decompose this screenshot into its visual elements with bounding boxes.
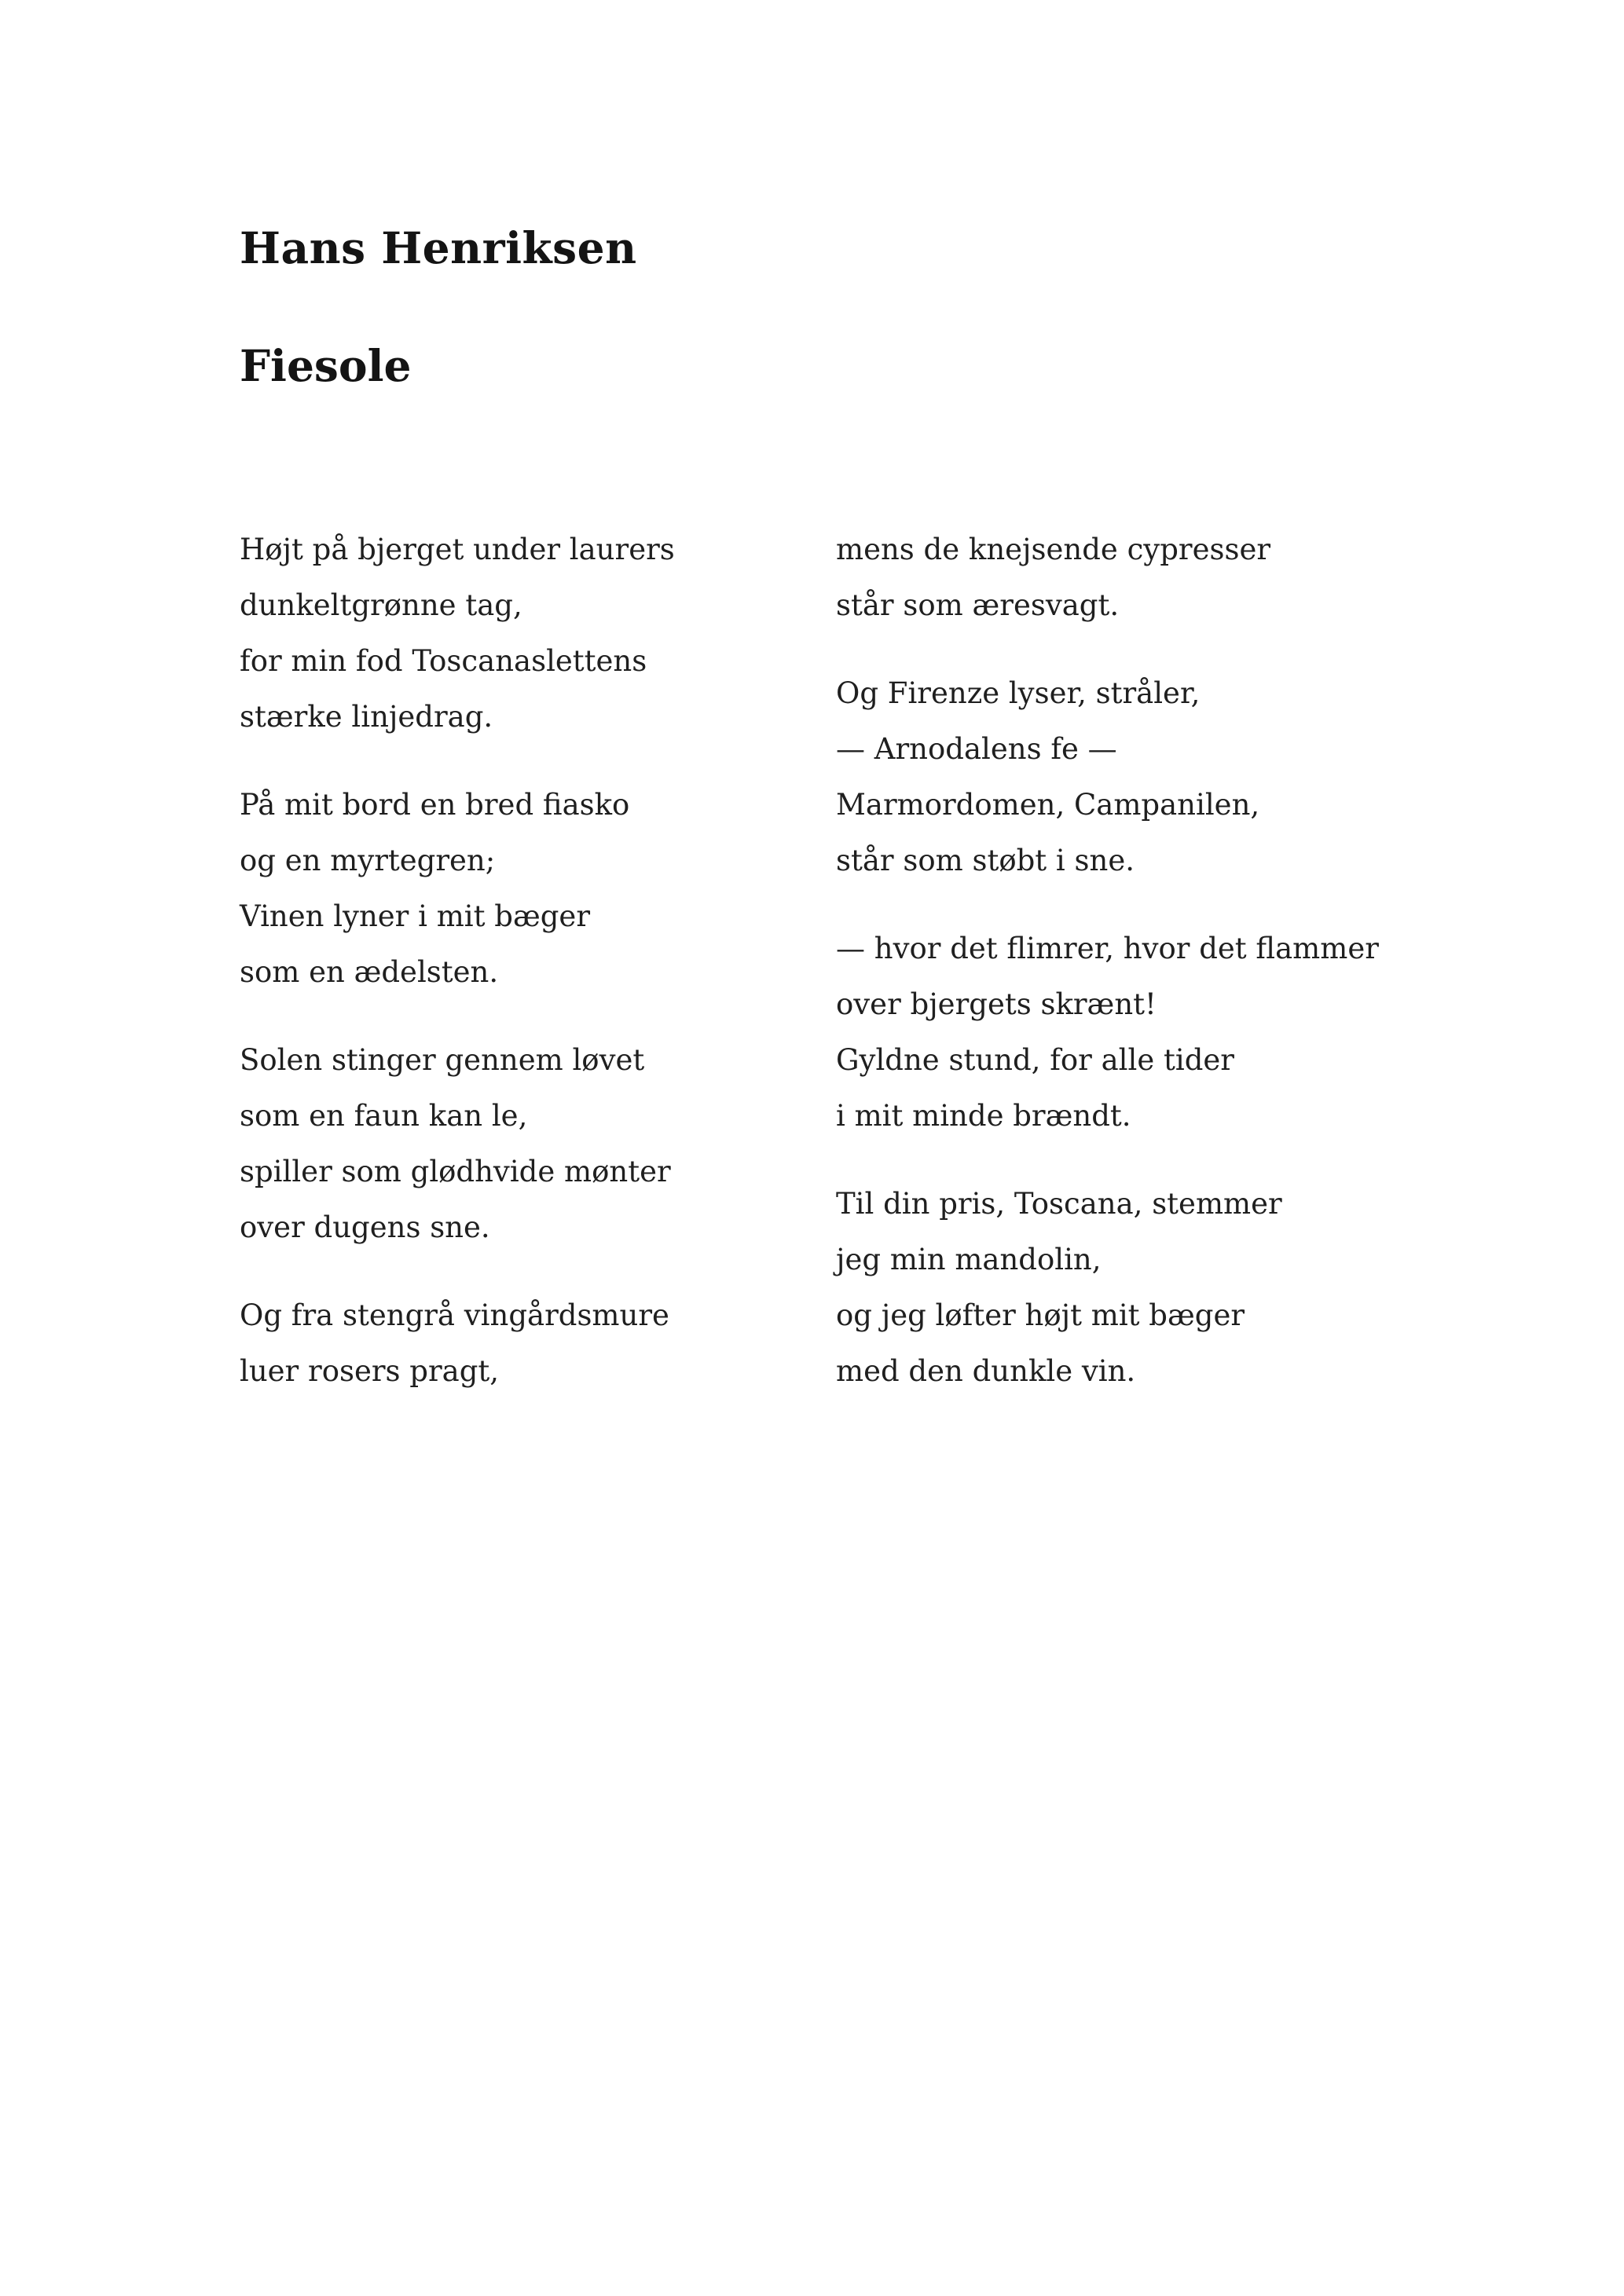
poem-column-right bbox=[836, 522, 1433, 1431]
verse-line: Marmordomen, Campanilen, bbox=[836, 788, 1260, 822]
verse-line: jeg min mandolin, bbox=[836, 1243, 1102, 1276]
verse-line: luer rosers pragt, bbox=[240, 1354, 500, 1388]
stanza bbox=[836, 921, 1433, 1144]
verse-line: Højt på bjerget under laurers bbox=[240, 533, 675, 566]
stanza bbox=[240, 1287, 805, 1399]
verse-line: over dugens sne. bbox=[240, 1210, 490, 1244]
stanza bbox=[240, 1032, 805, 1255]
verse-line: med den dunkle vin. bbox=[836, 1354, 1136, 1388]
verse-line: som en ædelsten. bbox=[240, 955, 499, 989]
poem-column-left bbox=[240, 522, 805, 1431]
stanza bbox=[836, 1176, 1433, 1399]
stanza bbox=[240, 522, 805, 745]
verse-line: for min fod Toscanaslettens bbox=[240, 644, 647, 678]
verse-line: Solen stinger gennem løvet bbox=[240, 1043, 645, 1077]
author-heading: Hans Henriksen bbox=[240, 222, 637, 273]
verse-line: og jeg løfter højt mit bæger bbox=[836, 1298, 1245, 1332]
verse-line: dunkeltgrønne tag, bbox=[240, 588, 522, 622]
poem-title: Fiesole bbox=[240, 340, 412, 391]
stanza bbox=[836, 665, 1433, 888]
verse-line: På mit bord en bred fiasko bbox=[240, 788, 630, 822]
verse-line: stærke linjedrag. bbox=[240, 700, 493, 734]
verse-line: spiller som glødhvide mønter bbox=[240, 1155, 671, 1188]
verse-line: Og fra stengrå vingårdsmure bbox=[240, 1298, 669, 1332]
verse-line: over bjergets skrænt! bbox=[836, 987, 1157, 1021]
verse-line: som en faun kan le, bbox=[240, 1099, 528, 1133]
verse-line: står som æresvagt. bbox=[836, 588, 1120, 622]
verse-line: mens de knejsende cypresser bbox=[836, 533, 1271, 566]
verse-line: Vinen lyner i mit bæger bbox=[240, 899, 591, 933]
verse-line: Til din pris, Toscana, stemmer bbox=[836, 1187, 1282, 1221]
verse-line: står som støbt i sne. bbox=[836, 844, 1135, 877]
verse-line: — Arnodalens fe — bbox=[836, 732, 1117, 766]
verse-line: i mit minde brændt. bbox=[836, 1099, 1131, 1133]
verse-line: Og Firenze lyser, stråler, bbox=[836, 676, 1201, 710]
verse-line: og en myrtegren; bbox=[240, 844, 496, 877]
stanza bbox=[836, 522, 1433, 633]
verse-line: — hvor det flimrer, hvor det flammer bbox=[836, 932, 1379, 965]
verse-line: Gyldne stund, for alle tider bbox=[836, 1043, 1234, 1077]
stanza bbox=[240, 777, 805, 1000]
